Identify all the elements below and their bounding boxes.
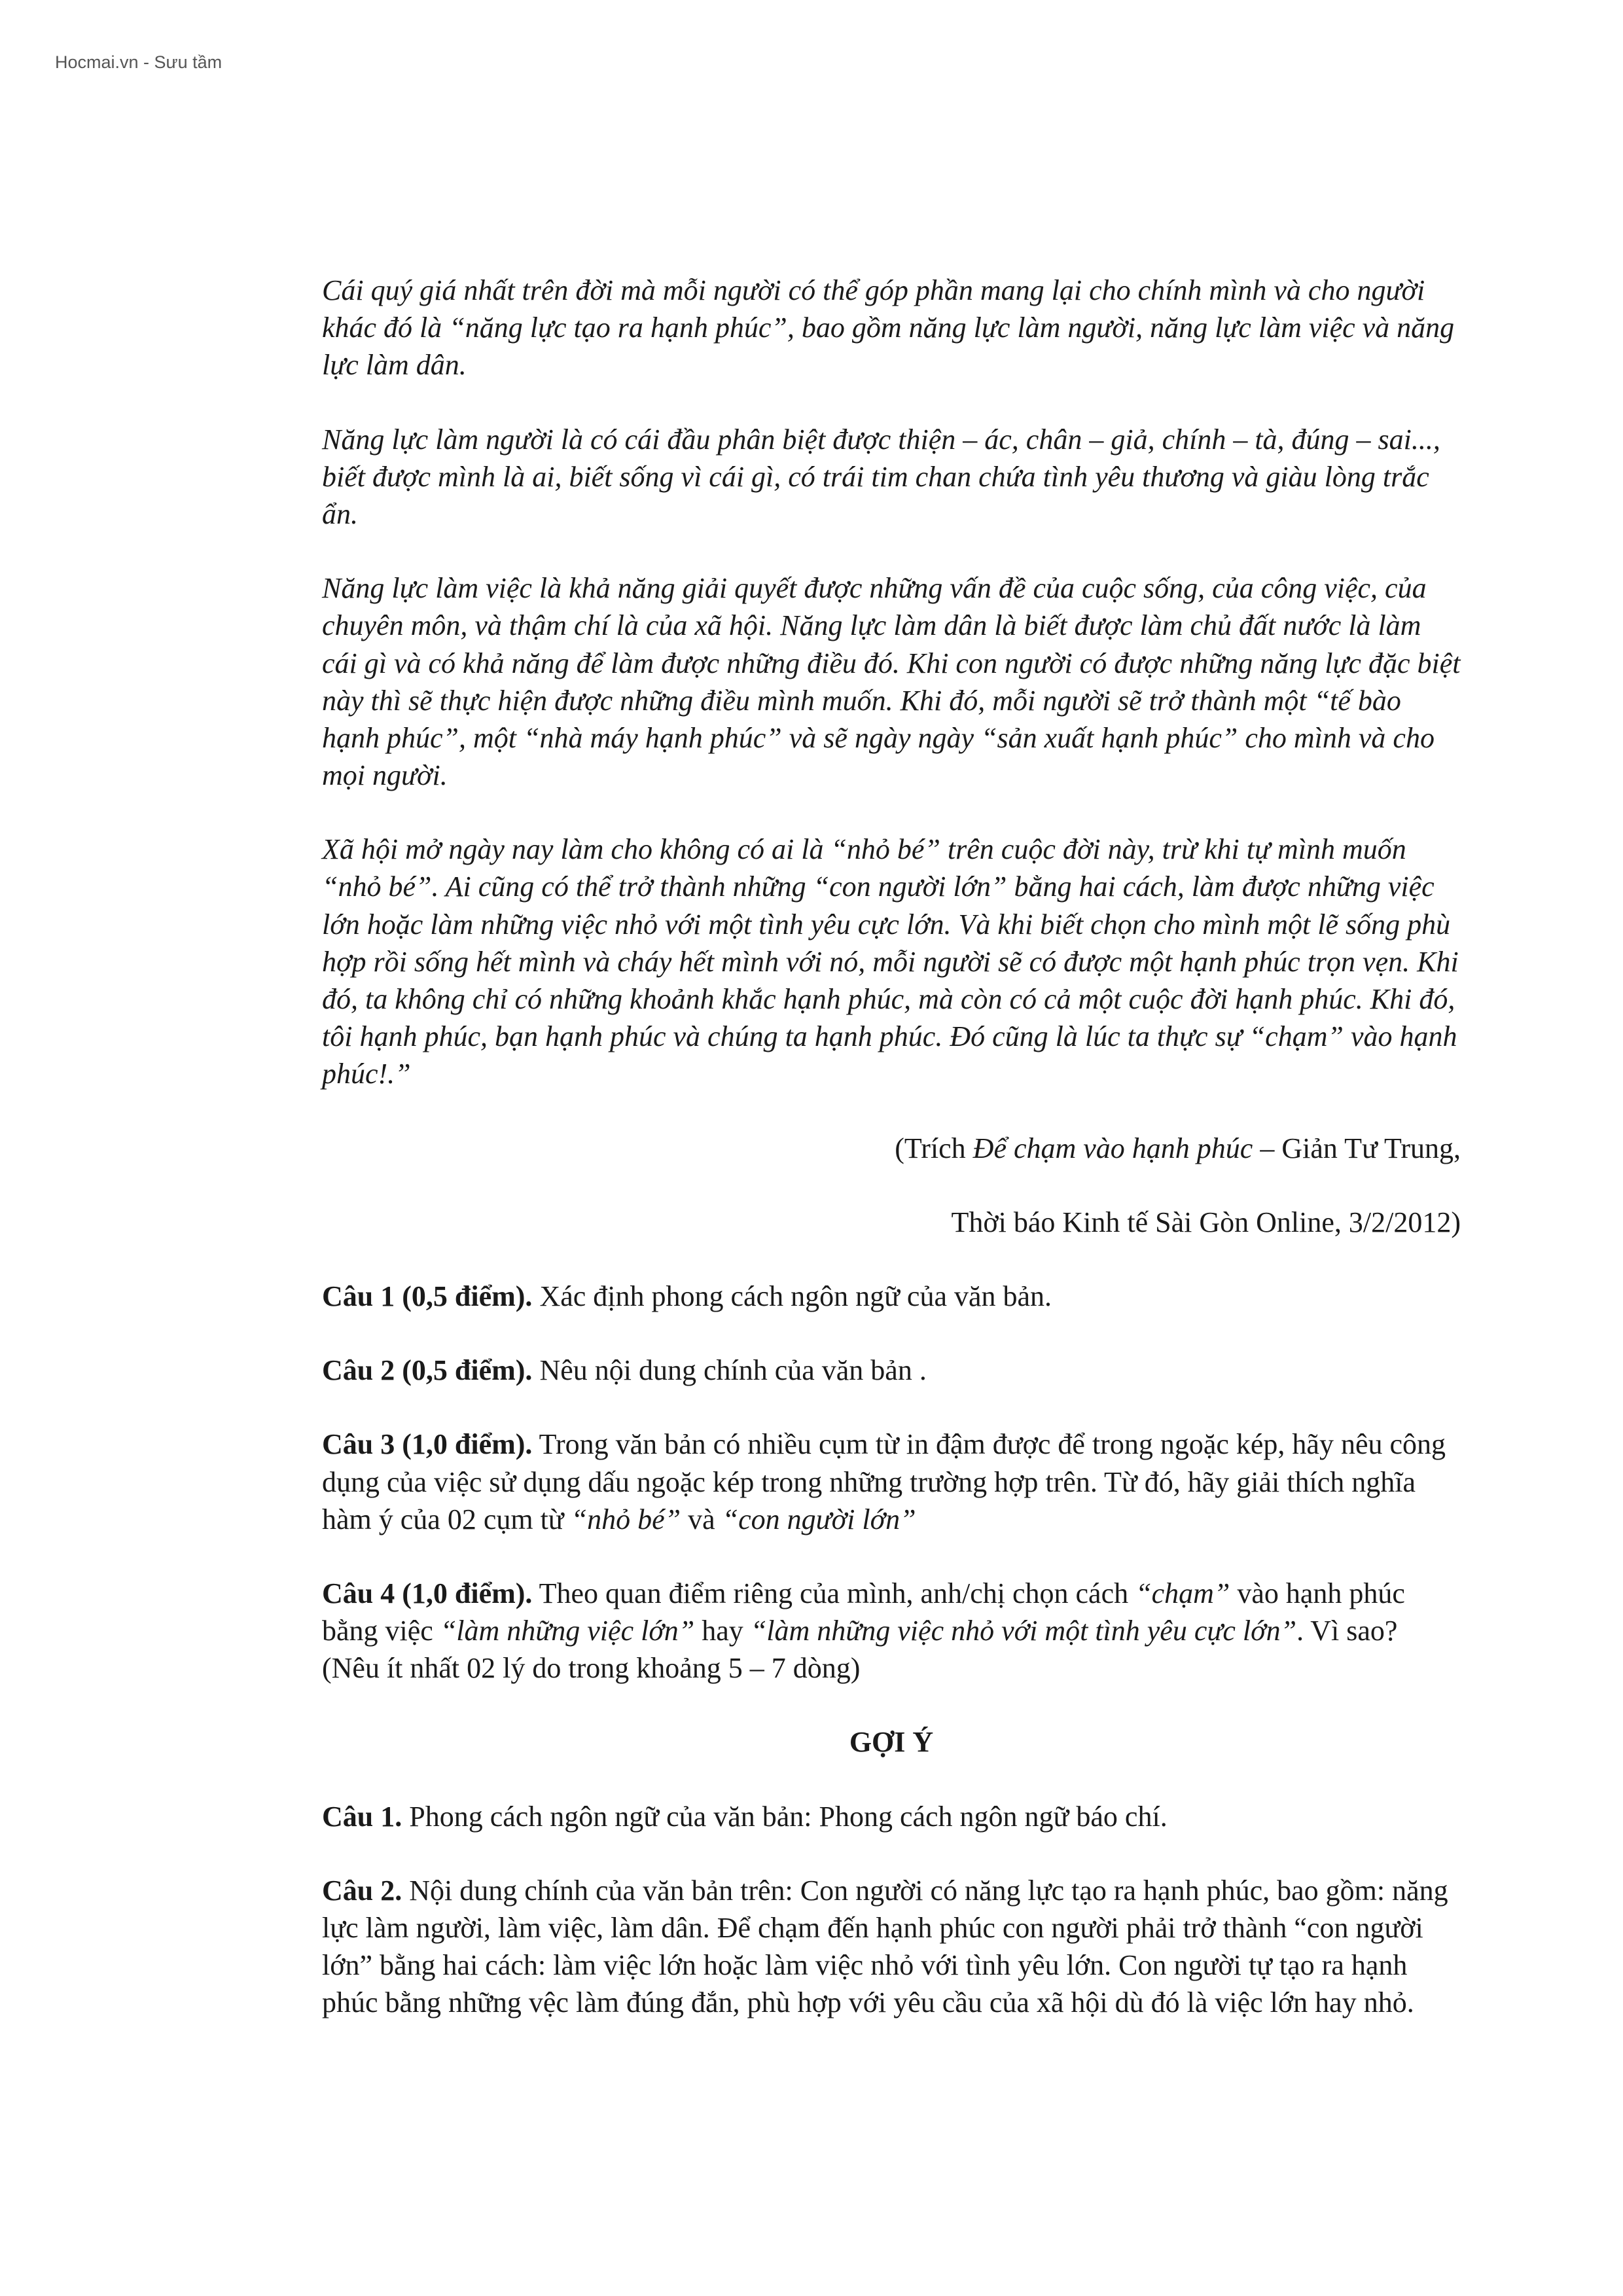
question-1-text: Xác định phong cách ngôn ngữ của văn bản. <box>532 1280 1052 1312</box>
source-citation <box>322 1130 1461 1167</box>
answer-2 <box>322 1872 1461 2022</box>
answer-1 <box>322 1798 1461 1835</box>
source-publication: Thời báo Kinh tế Sài Gòn Online, 3/2/2012) <box>951 1206 1461 1238</box>
question-3 <box>322 1426 1461 1538</box>
question-4-emphasis-1: “chạm” <box>1135 1577 1230 1609</box>
question-4-emphasis-3: “làm những việc nhỏ với một tình yêu cực lớn” <box>750 1615 1297 1647</box>
answer-2-label: Câu 2. <box>322 1874 402 1907</box>
question-4-label: Câu 4 (1,0 điểm). <box>322 1577 533 1609</box>
question-1 <box>322 1278 1461 1315</box>
document-body <box>322 272 1461 2022</box>
answer-2-text: Nội dung chính của văn bản trên: Con người có năng lực tạo ra hạnh phúc, bao gồm: năng lực làm người, làm việc, làm dân. Để chạm đến hạnh phúc con người phải trở thành “con người lớn” bằng hai cách: làm việc lớn hoặc làm việc nhỏ với tình yêu lớn. Con người tự tạo ra hạnh phúc bằng những vệc làm đúng đắn, phù hợp với yêu cầu của xã hội dù đó là việc lớn hay nhỏ. <box>322 1874 1448 2019</box>
question-2 <box>322 1352 1461 1389</box>
answer-1-text: Phong cách ngôn ngữ của văn bản: Phong cách ngôn ngữ báo chí. <box>402 1800 1168 1833</box>
passage-paragraph-1: Cái quý giá nhất trên đời mà mỗi người có thể góp phần mang lại cho chính mình và cho người khác đó là “năng lực tạo ra hạnh phúc”, bao gồm năng lực làm người, năng lực làm việc và năng lực làm dân. <box>322 274 1455 382</box>
question-4-text-4: . Vì sao? (Nêu ít nhất 02 lý do trong khoảng 5 – 7 dòng) <box>322 1615 1398 1685</box>
question-4-emphasis-2: “làm những việc lớn” <box>440 1615 695 1647</box>
question-4 <box>322 1575 1461 1687</box>
source-title: Để chạm vào hạnh phúc <box>972 1132 1253 1164</box>
passage-paragraph-2: Năng lực làm người là có cái đầu phân biệt được thiện – ác, chân – giả, chính – tà, đúng – sai..., biết được mình là ai, biết sống vì cái gì, có trái tim chan chứa tình yêu thương và giàu lòng trắc ẩn. <box>322 423 1440 530</box>
passage-paragraph-4: Xã hội mở ngày nay làm cho không có ai là “nhỏ bé” trên cuộc đời này, trừ khi tự mình muốn “nhỏ bé”. Ai cũng có thể trở thành những “con người lớn” bằng hai cách, làm được những việc lớn hoặc làm những việc nhỏ với một tình yêu cực lớn. Và khi biết chọn cho mình một lẽ sống phù hợp rồi sống hết mình và cháy hết mình với nó, mỗi người sẽ có được một hạnh phúc trọn vẹn. Khi đó, ta không chỉ có những khoảnh khắc hạnh phúc, mà còn có cả một cuộc đời hạnh phúc. Khi đó, tôi hạnh phúc, bạn hạnh phúc và chúng ta hạnh phúc. Đó cũng là lúc ta thực sự “chạm” vào hạnh phúc!.” <box>322 833 1459 1090</box>
source-prefix: (Trích <box>895 1132 973 1164</box>
question-2-label: Câu 2 (0,5 điểm). <box>322 1354 533 1387</box>
question-3-label: Câu 3 (1,0 điểm). <box>322 1428 533 1461</box>
source-author: – Giản Tư Trung, <box>1253 1132 1461 1164</box>
hints-heading: GỢI Ý <box>849 1726 934 1759</box>
question-3-text-1: Trong văn bản có nhiều cụm từ in đậm được để trong ngoặc kép, hãy nêu công dụng của việc sử dụng dấu ngoặc kép trong những trường hợp trên. Từ đó, hãy giải thích nghĩa hàm ý của 02 cụm từ <box>322 1428 1446 1535</box>
question-3-emphasis-1: “nhỏ bé” <box>571 1503 681 1535</box>
question-4-text-1: Theo quan điểm riêng của mình, anh/chị chọn cách <box>532 1577 1136 1609</box>
passage-paragraph-3: Năng lực làm việc là khả năng giải quyết được những vấn đề của cuộc sống, của công việc, của chuyên môn, và thậm chí là của xã hội. Năng lực làm dân là biết được làm chủ đất nước là làm cái gì và có khả năng để làm được những điều đó. Khi con người có được những năng lực đặc biệt này thì sẽ thực hiện được những điều mình muốn. Khi đó, mỗi người sẽ trở thành một “tế bào hạnh phúc”, một “nhà máy hạnh phúc” và sẽ ngày ngày “sản xuất hạnh phúc” cho mình và cho mọi người. <box>322 572 1461 792</box>
site-header: Hocmai.vn - Sưu tầm <box>55 52 223 72</box>
question-3-emphasis-2: “con người lớn” <box>722 1503 916 1535</box>
question-4-text-3: hay <box>694 1615 751 1647</box>
answer-1-label: Câu 1. <box>322 1800 402 1833</box>
question-1-label: Câu 1 (0,5 điểm). <box>322 1280 533 1312</box>
question-4-text-2: vào hạnh phúc bằng việc <box>322 1577 1405 1647</box>
question-2-text: Nêu nội dung chính của văn bản . <box>532 1354 927 1387</box>
question-3-text-2: và <box>681 1503 722 1535</box>
